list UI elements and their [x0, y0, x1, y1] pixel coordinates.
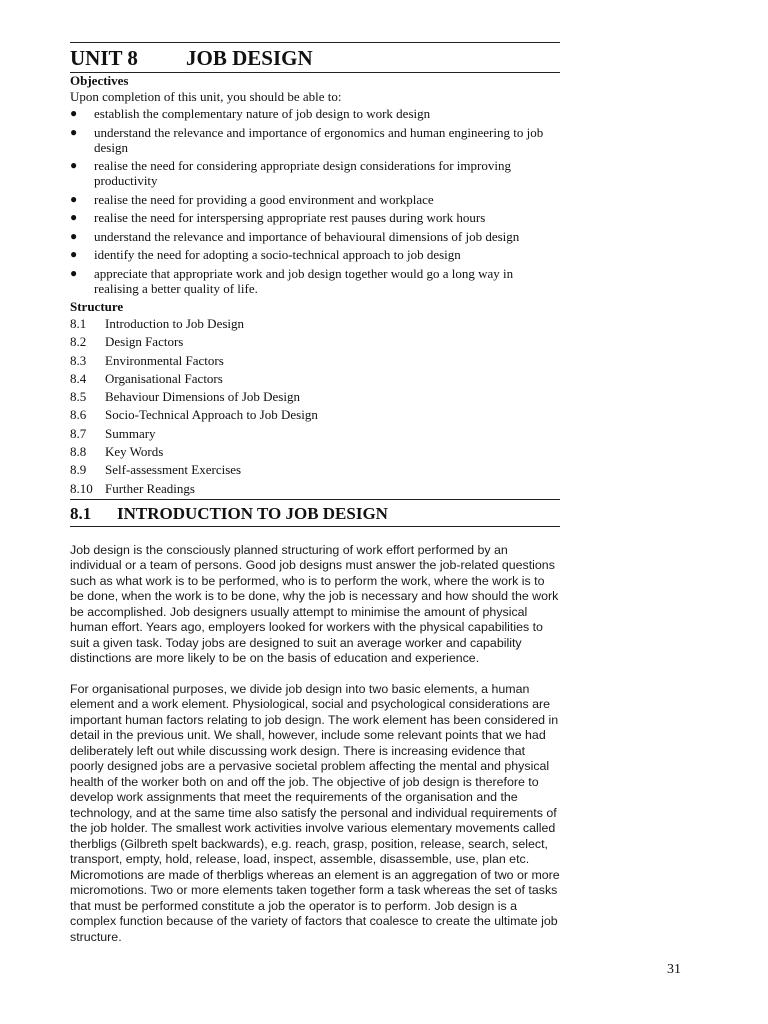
objective-item: ● appreciate that appropriate work and job design together would go a long way in realising a better quality of life. — [70, 265, 514, 296]
structure-item: 8.2 Design Factors — [70, 334, 184, 350]
unit-title — [70, 43, 560, 72]
section-bottom-rule — [70, 526, 560, 527]
structure-heading: Structure — [70, 299, 124, 314]
bullet-icon: ● — [70, 158, 78, 172]
bullet-icon: ● — [70, 191, 78, 206]
structure-item: 8.1 Introduction to Job Design — [70, 316, 245, 331]
section-heading — [70, 500, 560, 526]
structure-item: 8.10 Further Readings — [70, 480, 195, 496]
structure-item: 8.6 Socio-Technical Approach to Job Design — [70, 407, 318, 423]
unit-number: UNIT 8 — [70, 46, 138, 70]
body-paragraph: For organisational purposes, we divide job design into two basic elements, a human element and a work element. Physiological, social and psychological considerations are important human factors relating to job design. The work element has been considered in detail in the previous unit. We shall, however, include some relevant points that we had deliberately left out while discussing work design. There is increasing evidence that poorly designed jobs are a pervasive societal problem affecting the mental and physical health of the worker both on and off the job. The objective of job design is therefore to develop work assignments that meet the requirements of the organisation and the technology, and at the same time also satisfy the personal and individual requirements of the job holder. The smallest work activities involve various elementary movements called therbligs (Gilbreth spelt backwards), e.g. reach, grasp, position, release, search, select, transport, empty, hold, release, load, inspect, assemble, disassemble, use, plan etc. Micromotions are made of therbligs whereas an element is an aggregation of two or more micromotions. Two or more elements taken together form a task whereas the set of tasks that must be performed constitute a job the operator is to perform. Job design is a complex function because of the variety of factors that coalesce to create the ultimate job structure. — [70, 681, 560, 944]
structure-item: 8.9 Self-assessment Exercises — [70, 462, 242, 478]
objective-item: ● identify the need for adopting a socio-technical approach to job design — [70, 247, 461, 262]
section-number: 8.1 — [70, 503, 92, 523]
bullet-icon: ● — [70, 265, 78, 280]
structure-item: 8.3 Environmental Factors — [70, 352, 224, 368]
objective-item: ● understand the relevance and importance of behavioural dimensions of job design — [70, 228, 520, 244]
objective-item: ● realise the need for providing a good environment and workplace — [70, 191, 434, 207]
structure-item: 8.4 Organisational Factors — [70, 370, 223, 386]
objective-item: ● understand the relevance and importance of ergonomics and human engineering to job design — [70, 124, 544, 155]
objective-item: ● realise the need for considering appropriate design considerations for improving productivity — [70, 158, 511, 188]
document-page — [70, 42, 560, 945]
unit-name: JOB DESIGN — [186, 46, 313, 70]
bullet-icon: ● — [70, 228, 78, 243]
page-number: 31 — [667, 962, 681, 977]
section-title: INTRODUCTION TO JOB DESIGN — [117, 503, 388, 523]
structure-item: 8.8 Key Words — [70, 444, 164, 460]
objectives-heading: Objectives — [70, 73, 129, 88]
structure-list — [70, 316, 560, 496]
body-paragraph: Job design is the consciously planned structuring of work effort performed by an individual or a team of persons. Good job designs must answer the job-related questions such as what work is to be performed, who is to perform the work, where the work is to be done, when the work is to be done, why the job is necessary and how should the work be accomplished. Job designers usually attempt to minimise the amount of physical human effort. Years ago, employers looked for workers with the physical capabilities to suit a given task. Today jobs are designed to suit an average worker and capability distinctions are more likely to be on the basis of education and experience. — [70, 542, 559, 666]
objective-item: ● establish the complementary nature of job design to work design — [70, 106, 431, 121]
structure-item: 8.5 Behaviour Dimensions of Job Design — [70, 389, 300, 405]
structure-item: 8.7 Summary — [70, 425, 156, 441]
bullet-icon: ● — [70, 210, 78, 224]
bullet-icon: ● — [70, 106, 78, 120]
objective-item: ● realise the need for interspersing appropriate rest pauses during work hours — [70, 210, 486, 225]
objectives-intro: Upon completion of this unit, you should be able to: — [70, 89, 342, 104]
bullet-icon: ● — [70, 124, 78, 139]
bullet-icon: ● — [70, 247, 78, 261]
objectives-list — [70, 106, 560, 296]
section-body — [70, 543, 560, 946]
